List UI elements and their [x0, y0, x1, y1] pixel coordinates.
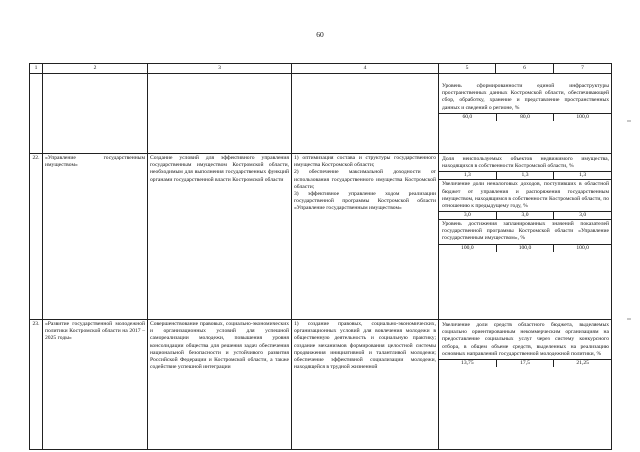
indicator-text: Уровень сформированности единой инфраструктуры пространственных данных Костромской области, обеспечивающей сбор, обработку, хранение и представление пространственных данных и сведений о регионе, %: [439, 82, 611, 114]
indicator-value: 17,5: [497, 360, 555, 367]
indicator-value: 3,0: [497, 212, 555, 219]
column-number: 3: [148, 64, 292, 74]
indicator-values: [439, 212, 611, 220]
indicator-value: 80,0: [497, 114, 555, 121]
indicator-text: Увеличение доли неналоговых доходов, поступивших в областной бюджет от управления и распоряжения государственным имуществом, находящимся в собственности Костромской области, по отношению к предыдущему году, %: [439, 180, 611, 212]
indicator-values: [439, 360, 611, 367]
indicator-value: 1,3: [579, 172, 587, 179]
program-tasks: 1) оптимизация состава и структуры государственного имущества Костромской области; 2) обеспечение максимальной доходности от использования государственного имущества Костромской области; 3) эффективное управление ходом реализации государственной программы Костромской области «Управление государственным имуществом»: [292, 154, 439, 320]
indicator-value: 100,0: [439, 245, 497, 252]
page-number: 60: [316, 30, 324, 39]
column-number: 2: [43, 64, 148, 74]
row-number: 23.: [30, 320, 43, 450]
program-name: «Управление государственным имуществом»: [43, 154, 148, 320]
table-row: [30, 320, 612, 450]
program-name: «Развитие государственной молодежной политики Костромской области на 2017 – 2025 годы»: [43, 320, 148, 450]
indicator-values: [439, 114, 611, 121]
indicator-value: 21,25: [576, 359, 589, 366]
indicator-values: [439, 172, 611, 180]
indicator-values: [439, 245, 611, 252]
indicator-value: 3,0: [579, 212, 587, 219]
indicator-text: Доля неиспользуемых объектов недвижимого имущества, находящихся в собственности Костромской области, %: [439, 155, 611, 172]
program-goal: Совершенствование правовых, социально-экономических и организационных условий для успешной самореализации молодежи, повышения уровня консолидации общества для решения задач обеспечения национальной безопасности и устойчивого развития Российской Федерации и Костромской области, а также содействие успешной интеграции: [148, 320, 292, 450]
column-number-row: [30, 64, 612, 74]
column-number: 5: [439, 64, 496, 74]
indicator-text: Увеличение доли средств областного бюджета, выделяемых социально ориентированным некоммерческим организациям на предоставление социальных услуг через систему конкурсного отбора, в общем объеме средств, выделенных на реализацию основных направлений государственной молодежной политики, %: [439, 321, 611, 360]
indicator-value: 100,0: [576, 244, 589, 251]
indicator-cell: [439, 320, 612, 450]
column-number: 1: [30, 64, 43, 74]
column-number: 4: [292, 64, 439, 74]
scan-edge-mark: [627, 318, 631, 320]
table-row: [30, 154, 612, 320]
indicator-text: Уровень достижения запланированных значений показателей государственной программы Костромской области «Управление государственным имуществом», %: [439, 220, 611, 244]
indicator-value: 1,3: [439, 172, 497, 179]
indicator-value: 100,0: [497, 245, 555, 252]
indicator-value: 60,0: [439, 114, 497, 121]
table-row: [30, 74, 612, 154]
programs-table: [29, 63, 612, 450]
column-number: 6: [496, 64, 554, 74]
indicator-cell: [439, 154, 612, 320]
program-tasks: 1) создание правовых, социально-экономических, организационных условий для вовлечения молодежи в общественную деятельность и социальную практику; создание механизмов формирования целостной системы продвижения инициативной и талантливой молодежи; обеспечение эффективной социализации молодежи, находящейся в трудной жизненной: [292, 320, 439, 450]
column-number: 7: [554, 64, 612, 74]
program-goal: Создание условий для эффективного управления государственным имуществом Костромской области, необходимым для выполнения государственных функций органами государственной власти Костромской области: [148, 154, 292, 320]
row-number: 22.: [30, 154, 43, 320]
indicator-value: 3,0: [439, 212, 497, 219]
indicator-value: 13,75: [439, 360, 497, 367]
indicator-cell: [439, 74, 612, 154]
indicator-value: 100,0: [576, 113, 589, 120]
indicator-value: 1,3: [497, 172, 555, 179]
scan-edge-mark: [627, 120, 631, 122]
